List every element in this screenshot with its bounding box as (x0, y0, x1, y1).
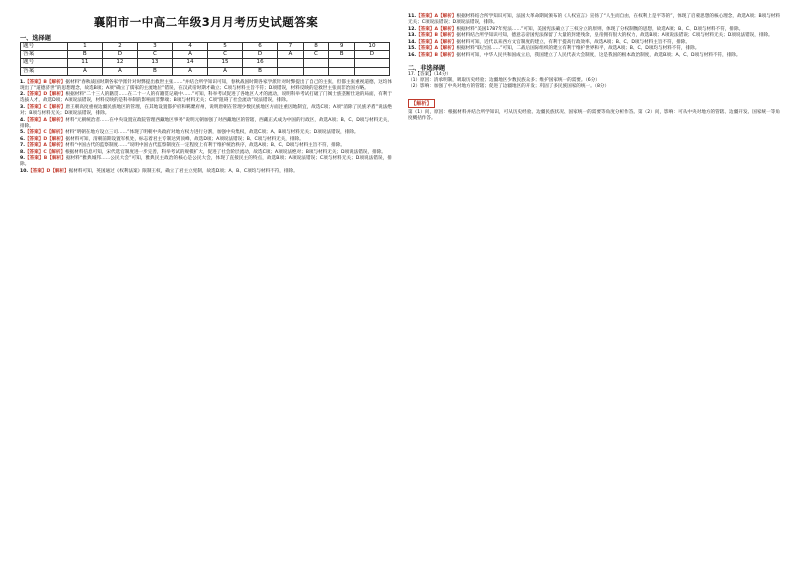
answer-item (20, 143, 392, 149)
table-cell (329, 59, 355, 67)
explanation-text: 材料“明朝在地方设立三司……”体现了明朝中央政府对地方权力进行分割，加强中央集权，故选C项；A、B项与材料无关；D项说法错误，排除。 (65, 130, 359, 136)
explanation-text: 据材料“雅典城邦……公民大会”可知，雅典民主政治的核心是公民大会，体现了直接民主的特点，故选B项；A项说法错误；C项与材料无关；D项说法错误，排除。 (20, 156, 392, 168)
table-cell: A (67, 67, 102, 75)
answer-label: 【答案】C【解析】 (24, 104, 66, 110)
explanation-text: 根据材料结合所学知识可知，法国大革命期间颁布的《人权宣言》宣扬了“人生而自由，在权利上是平等的”，体现了启蒙思想的核心理念，故选A项；B项与材料无关；C项说法错误；D项说法错误，排除。 (408, 14, 780, 26)
explanation-text: 唐王朝高度重视边疆民族地区的管理，在其地设置都护府和羁縻府州，说明唐朝在管理少数民族地区方面注重因地制宜，故选C项；A项“消除了民族矛盾”说法绝对；B项与材料无关；D项说法错误，排除。 (20, 104, 392, 116)
answer-label: 【答案】A【解析】 (24, 117, 66, 123)
answer-item (20, 118, 392, 130)
question-number: 12. (408, 26, 417, 32)
table-cell: A (102, 67, 137, 75)
table-cell: A (172, 67, 207, 75)
answer-label: 【答案】D【解析】 (28, 168, 69, 174)
answer-label: 【答案】A【解析】 (416, 26, 457, 32)
table-row-label: 答案 (21, 51, 68, 59)
table-cell: A (278, 51, 304, 59)
table-cell: 2 (102, 43, 137, 51)
table-cell: 4 (172, 43, 207, 51)
explanation-text: 据材料"春秋战国时期各家学派针对时弊提出救世主张……"并结合所学知识可知，春秋战国时期各家学派针对时弊提出了自己的主张，但都主张重视道德，这均体现出了“道德济世”的思想理念，故选B项；A项“确立了儒家的主流地位”错误，在汉武帝时期才确立；C项与材料主旨不符；D项错误，材料反映的是救世主张而非治国方略。 (20, 79, 392, 91)
explanation-text: 根据材料“联合国……”可知，二战后国际组织的建立有利于维护世界和平，故选A项；B、C、D项均与材料不符，排除。 (456, 46, 700, 52)
table-cell: 12 (102, 59, 137, 67)
table-cell: D (354, 51, 389, 59)
answer-item (20, 156, 392, 168)
right-answer-list (408, 14, 780, 59)
table-cell: C (137, 51, 172, 59)
table-cell: 15 (208, 59, 243, 67)
table-cell: B (137, 67, 172, 75)
table-cell (278, 59, 304, 67)
table-row-label: 题号 (21, 43, 68, 51)
answer-item (20, 80, 392, 92)
answer-label: 【答案】A【解析】 (416, 39, 457, 45)
answer-label: 【答案】D【解析】 (24, 92, 66, 98)
explanation-text: 材料“元朝统治者……在中央设置宣政院管理西藏地区事务”说明元朝加强了对西藏地区的管辖，西藏正式成为中国的行政区，故选A项；B、C、D项与材料无关，排除。 (20, 117, 392, 129)
answer-item (20, 169, 392, 175)
table-cell: 3 (137, 43, 172, 51)
table-cell: 7 (278, 43, 304, 51)
left-column (20, 0, 392, 562)
question-number: 10. (20, 168, 29, 174)
explanation-text: 据材料可知，英国通过《权利法案》限制王权，确立了君主立宪制，故选D项；A、B、C项均与材料不符，排除。 (68, 168, 298, 174)
table-row-label: 答案 (21, 67, 68, 75)
answer-label: 【答案】C【解析】 (24, 149, 66, 155)
question-number: 3. (20, 104, 25, 110)
explanation-text: 据材料可知，近代以来西方文官制度的建立，有利于提高行政效率，故选A项；B、C、D项与材料主旨不符，排除。 (456, 39, 690, 45)
section-heading-choice: 一、选择题 (20, 35, 51, 42)
question-number: 9. (20, 156, 25, 162)
table-cell: A (172, 51, 207, 59)
answer-label: 【答案】A【解析】 (416, 14, 457, 19)
q17-part2: （2）影响：加强了中央对地方的管辖；促进了边疆地区的开发；巩固了多民族国家的统一。（8分） (408, 83, 610, 89)
question-number: 5. (20, 130, 25, 136)
table-row-label: 题号 (21, 59, 68, 67)
explanation-text: 根据材料“美国1787年宪法……”可知，美国宪法确立了三权分立的原则，体现了分权制衡的思想，故选A项；B、C、D项与材料不符，排除。 (456, 26, 744, 32)
question-number: 16. (408, 52, 417, 58)
question-number: 11. (408, 14, 417, 19)
table-cell: 9 (329, 43, 355, 51)
explanation-text: 据材料可知，清朝前期设置军机处，标志着君主专制达到顶峰，故选D项；A项说法错误；B、C项与材料无关，排除。 (65, 136, 304, 142)
answer-label: 【答案】A【解析】 (416, 46, 457, 52)
answer-label: 【答案】B【解析】 (416, 33, 457, 39)
table-cell: B (329, 51, 355, 59)
question-number: 8. (20, 149, 25, 155)
answer-table (20, 42, 390, 76)
table-cell (303, 59, 329, 67)
table-cell (354, 59, 389, 67)
q17-part1: （1）原因：清承明制，吸取历史经验；边疆地区少数民族众多；维护国家统一的需要。（6分） (408, 77, 600, 83)
answer-label: 【答案】A【解析】 (24, 143, 66, 149)
table-cell: 11 (67, 59, 102, 67)
question-number: 7. (20, 143, 25, 149)
table-cell (354, 67, 389, 75)
table-row (21, 67, 390, 75)
question-number: 4. (20, 117, 25, 123)
answer-item (20, 137, 392, 143)
table-cell: 10 (354, 43, 389, 51)
answer-item (408, 14, 780, 26)
table-cell: D (243, 51, 278, 59)
table-cell: 13 (137, 59, 172, 67)
table-cell: B (243, 67, 278, 75)
page-title: 襄阳市一中高二年级3月月考历史试题答案 (93, 15, 319, 29)
table-cell: A (208, 67, 243, 75)
answer-item (408, 33, 780, 39)
explanation-text: 据材料可知，中华人民共和国成立后，我国建立了人民代表大会制度，这是我国的根本政治制度，故选B项；A、C、D项与材料不符，排除。 (456, 52, 741, 58)
table-cell: 8 (303, 43, 329, 51)
explanation-text: 材料“中国古代的监察制度……”说明中国古代监察制度在一定程度上有利于维护统治秩序，故选A项；B、C、D项与材料主旨不符，排除。 (65, 143, 345, 149)
right-column (408, 0, 780, 562)
table-cell: 1 (67, 43, 102, 51)
answer-item (408, 46, 780, 52)
answer-item (20, 105, 392, 117)
answer-label: 【答案】B【解析】 (24, 79, 66, 85)
table-row (21, 59, 390, 67)
answer-item (408, 27, 780, 33)
table-cell: D (102, 51, 137, 59)
answer-item (20, 150, 392, 156)
table-cell: 16 (243, 59, 278, 67)
question-number: 13. (408, 33, 417, 39)
explanation-text: 根据材料“二十三人的籍贯……在二十一人的有籍贯记载中……”可知，科举考试促进了各地区人才的流动，说明科举考试打破了门阀士族垄断仕途的局面，有利于选拔人才，故选D项；A项说法错误，材料反映的是科举制的影响而非弊端；B项与材料无关；C项“阻碍了社会流动”说法错误，排除。 (20, 92, 392, 104)
table-row (21, 43, 390, 51)
table-cell: 14 (172, 59, 207, 67)
question-number: 14. (408, 39, 417, 45)
answer-item (20, 92, 392, 104)
q17-analysis: 第（1）问，原因：根据材料并结合所学知识，可从历史经验、边疆民族状况、国家统一的需要等角度分析作答。第（2）问，影响：可从中央对地方的管辖、边疆开发、国家统一等角度概括作答。 (408, 109, 780, 122)
analysis-label: 【解析】 (408, 99, 435, 108)
explanation-text: 据材料结合所学知识可知，德意志帝国宪法保留了大量的封建残余，皇帝拥有很大的权力，故选B项；A项说法错误；C项与材料无关；D项说法错误，排除。 (456, 33, 773, 39)
answer-label: 【答案】D【解析】 (24, 136, 66, 142)
answer-item (408, 53, 780, 59)
q17-head: 17.【答案】（14分） (408, 71, 452, 77)
table-cell: C (208, 51, 243, 59)
table-cell (278, 67, 304, 75)
table-cell: 6 (243, 43, 278, 51)
table-cell (329, 67, 355, 75)
table-cell: 5 (208, 43, 243, 51)
question-number: 2. (20, 92, 25, 98)
question-number: 1. (20, 79, 25, 85)
answer-item (408, 40, 780, 46)
answer-item (20, 130, 392, 136)
table-cell: B (67, 51, 102, 59)
question-number: 15. (408, 46, 417, 52)
left-answer-list (20, 80, 392, 175)
answer-label: 【答案】B【解析】 (416, 52, 457, 58)
table-row (21, 51, 390, 59)
explanation-text: 根据材料信息可知，宋代选官制度进一步完善，科举考试的规模扩大，促进了社会阶层流动，故选C项；A项说法绝对；B项与材料无关；D项说法错误，排除。 (65, 149, 386, 155)
section-heading-open: 二、非选择题 (408, 64, 446, 72)
answer-label: 【答案】C【解析】 (24, 130, 66, 136)
question-number: 6. (20, 136, 25, 142)
answer-label: 【答案】B【解析】 (24, 156, 66, 162)
table-cell: C (303, 51, 329, 59)
table-cell (303, 67, 329, 75)
